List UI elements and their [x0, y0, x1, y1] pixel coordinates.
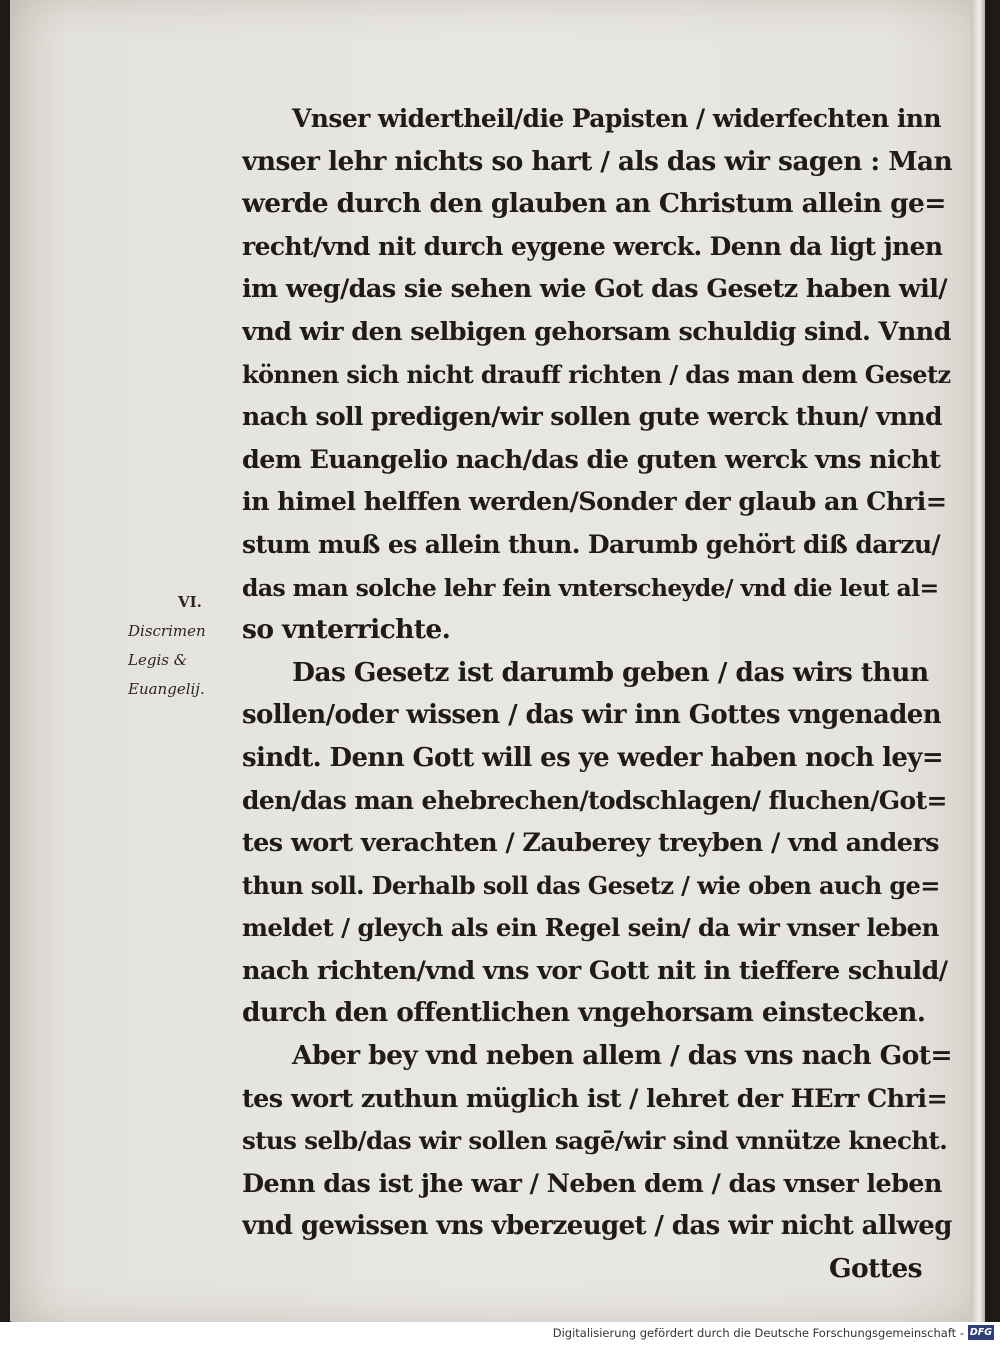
text-line: dem Euangelio nach/das die guten werck vns nicht — [242, 444, 941, 475]
text-line: durch den offentlichen vngehorsam einstecken. — [242, 997, 926, 1029]
text-line: im weg/das sie sehen wie Got das Gesetz haben wil/ — [242, 274, 948, 305]
margin-note-numeral: VI. — [178, 593, 202, 611]
text-line: das man solche lehr fein vnterscheyde/ vnd die leut al= — [242, 573, 939, 602]
text-line: nach richten/vnd vns vor Gott nit in tieffere schuld/ — [242, 955, 948, 986]
margin-note — [128, 588, 240, 704]
text-line: tes wort verachten / Zauberey treyben / vnd anders — [242, 828, 939, 859]
digitization-footer — [0, 1322, 1000, 1345]
text-line: Vnser widertheil/die Papisten / widerfechten inn — [292, 104, 941, 133]
text-line: stum muß es allein thun. Darumb gehört diß darzu/ — [242, 529, 941, 559]
margin-note-line: Legis & — [128, 651, 188, 669]
text-line: in himel helffen werden/Sonder der glaub an Chri= — [242, 487, 947, 518]
catchword: Gottes — [829, 1253, 922, 1285]
text-line: Aber bey vnd neben allem / das vns nach Got= — [292, 1040, 952, 1072]
text-line: Das Gesetz ist darumb geben / das wirs thun — [292, 656, 929, 688]
text-line: vnd gewissen vns vberzeuget / das wir nicht allweg — [242, 1211, 952, 1242]
text-line: nach soll predigen/wir sollen gute werck thun/ vnnd — [242, 402, 942, 432]
margin-note-line: Euangelij. — [128, 680, 205, 698]
text-line: stus selb/das wir sollen sagē/wir sind vnnütze knecht. — [242, 1126, 948, 1156]
text-line: Denn das ist jhe war / Neben dem / das vnser leben — [242, 1168, 942, 1199]
text-line: so vnterrichte. — [242, 614, 451, 646]
text-line: vnser lehr nichts so hart / als das wir sagen : Man — [242, 145, 952, 177]
text-line: recht/vnd nit durch eygene werck. Denn da ligt jnen — [242, 231, 943, 261]
book-page — [10, 0, 985, 1322]
dfg-logo: DFG — [969, 1327, 993, 1338]
margin-note-line: Discrimen — [128, 622, 206, 640]
text-line: können sich nicht drauff richten / das man dem Gesetz — [242, 359, 951, 389]
text-line: meldet / gleych als ein Regel sein/ da wir vnser leben — [242, 913, 939, 943]
text-line: sindt. Denn Gott will es ye weder haben noch ley= — [242, 742, 944, 773]
text-line: tes wort zuthun müglich ist / lehret der HErr Chri= — [242, 1083, 948, 1114]
text-line: vnd wir den selbigen gehorsam schuldig sind. Vnnd — [242, 316, 951, 347]
footer-credit: Digitalisierung gefördert durch die Deutsche Forschungsgemeinschaft - — [552, 1326, 964, 1340]
body-text — [242, 98, 952, 1291]
text-line: sollen/oder wissen / das wir inn Gottes vngenaden — [242, 700, 942, 731]
text-line: thun soll. Derhalb soll das Gesetz / wie oben auch ge= — [242, 870, 940, 900]
page-edge — [971, 0, 985, 1322]
text-line: den/das man ehebrechen/todschlagen/ fluchen/Got= — [242, 785, 947, 815]
text-line: werde durch den glauben an Christum allein ge= — [242, 188, 946, 220]
